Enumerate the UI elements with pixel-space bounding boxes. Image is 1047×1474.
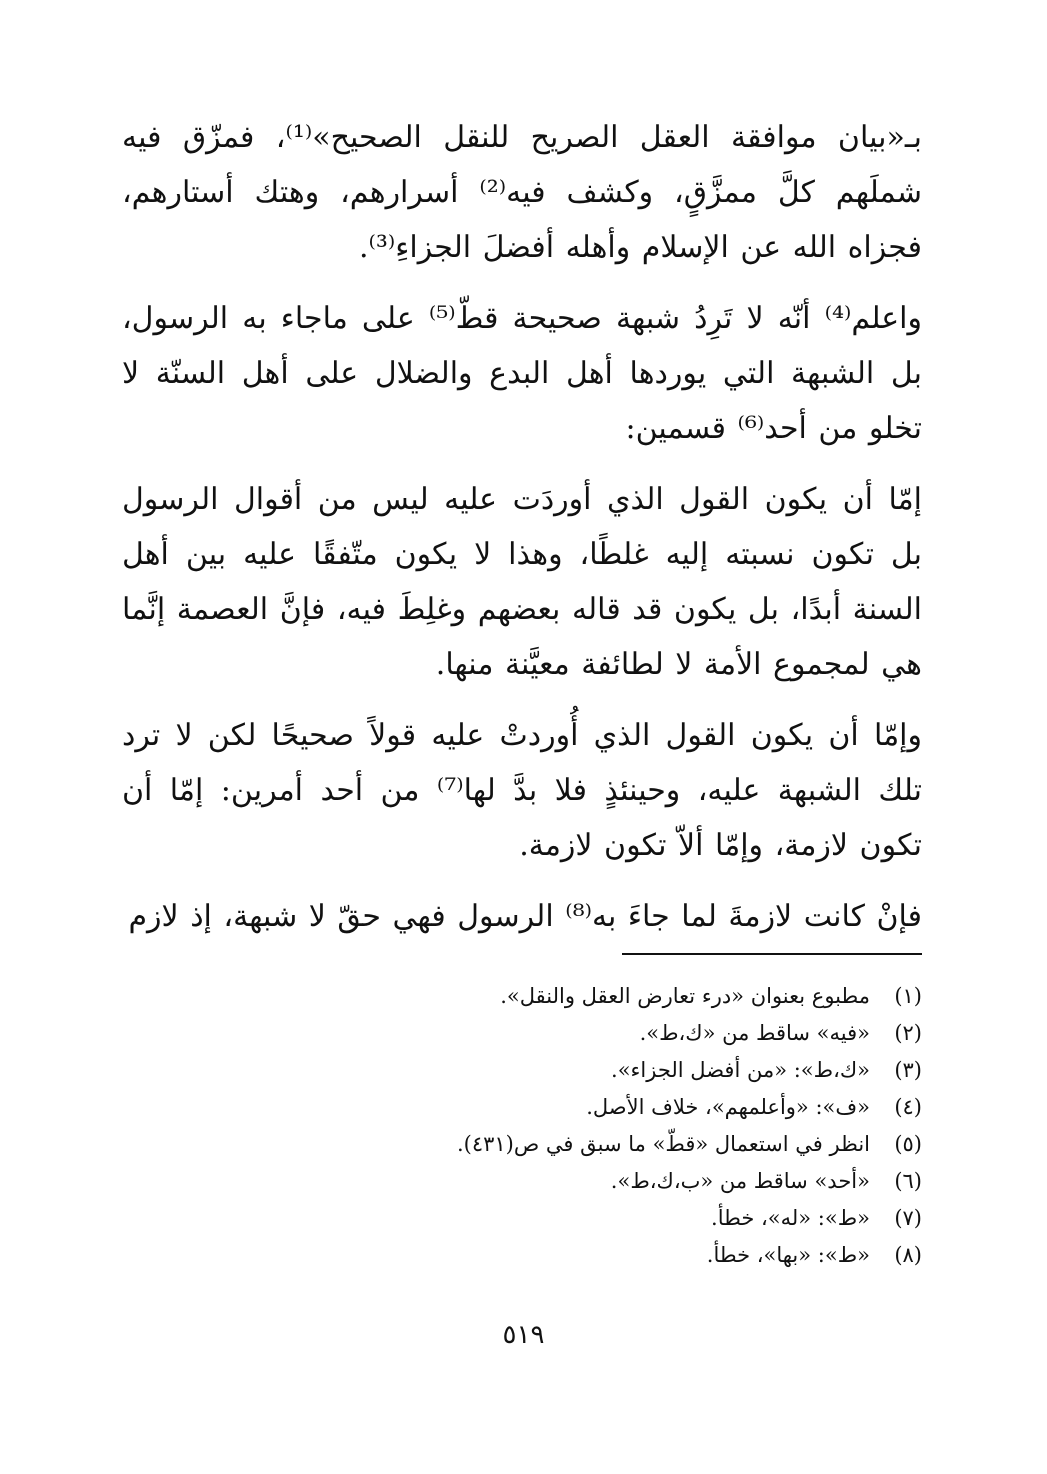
paragraph: بـ«بيان موافقة العقل الصريح للنقل الصحيح»⁽¹⁾، فمزّق فيه شملَهم كلَّ ممزَّقٍ، وكشف فيه⁽²⁾ أسرارهم، وهتك أستارهم، فجزاه الله عن الإسلام وأهله أفضلَ الجزاءِ⁽³⁾. <box>122 120 922 265</box>
footnote-number: (٢) <box>894 1021 922 1045</box>
footnote-text: «ك،ط»: «من أفضل الجزاء». <box>611 1058 870 1082</box>
footnotes-list <box>122 978 922 1274</box>
footnote-item <box>122 1089 922 1126</box>
footnote-number: (٤) <box>894 1095 922 1119</box>
footnote-number: (٦) <box>894 1169 922 1193</box>
footnote-text: «ط»: «بها»، خطأ. <box>706 1243 870 1267</box>
footnote-number: (٧) <box>894 1206 922 1230</box>
paragraph: فإنْ كانت لازمةَ لما جاءَ به⁽⁸⁾ الرسول فهي حقّ لا شبهة، إذ لازم <box>128 899 922 934</box>
paragraph: وإمّا أن يكون القول الذي أُوردتْ عليه قولاً صحيحًا لكن لا ترد تلك الشبهة عليه، وحينئذٍ فلا بدَّ لها⁽⁷⁾ من أحد أمرين: إمّا أن تكون لازمة، وإمّا ألاّ تكون لازمة. <box>122 718 922 863</box>
footnote-divider <box>622 953 922 955</box>
page-number: ٥١٩ <box>502 1320 545 1350</box>
footnote-number: (٣) <box>894 1058 922 1082</box>
page-body <box>122 110 922 944</box>
footnote-text: انظر في استعمال «قطّ» ما سبق في ص(٤٣١). <box>456 1132 870 1156</box>
paragraph: واعلم⁽⁴⁾ أنّه لا تَرِدُ شبهة صحيحة قطّ⁽⁵⁾ على ماجاء به الرسول، بل الشبهة التي يوردها أهل البدع والضلال على أهل السنّة لا تخلو من أحد⁽⁶⁾ قسمين: <box>122 301 922 446</box>
paragraph: إمّا أن يكون القول الذي أوردَت عليه ليس من أقوال الرسول بل تكون نسبته إليه غلطًا، وهذا لا يكون متّفقًا عليه بين أهل السنة أبدًا، بل يكون قد قاله بعضهم وغلِطَ فيه، فإنَّ العصمة إنَّما هي لمجموع الأمة لا لطائفة معيَّنة منها. <box>122 482 922 682</box>
footnote-item <box>122 1237 922 1274</box>
footnote-number: (١) <box>894 984 922 1008</box>
footnote-text: «ف»: «وأعلمهم»، خلاف الأصل. <box>586 1095 870 1119</box>
footnote-item <box>122 978 922 1015</box>
footnote-item <box>122 1126 922 1163</box>
footnote-text: «فيه» ساقط من «ك،ط». <box>639 1021 870 1045</box>
footnote-text: «أحد» ساقط من «ب،ك،ط». <box>610 1169 870 1193</box>
footnote-text: مطبوع بعنوان «درء تعارض العقل والنقل». <box>500 984 870 1008</box>
footnote-item <box>122 1163 922 1200</box>
footnote-number: (٨) <box>894 1243 922 1267</box>
footnote-text: «ط»: «له»، خطأ. <box>711 1206 870 1230</box>
footnote-item <box>122 1015 922 1052</box>
footnote-item <box>122 1200 922 1237</box>
footnote-number: (٥) <box>894 1132 922 1156</box>
footnote-item <box>122 1052 922 1089</box>
